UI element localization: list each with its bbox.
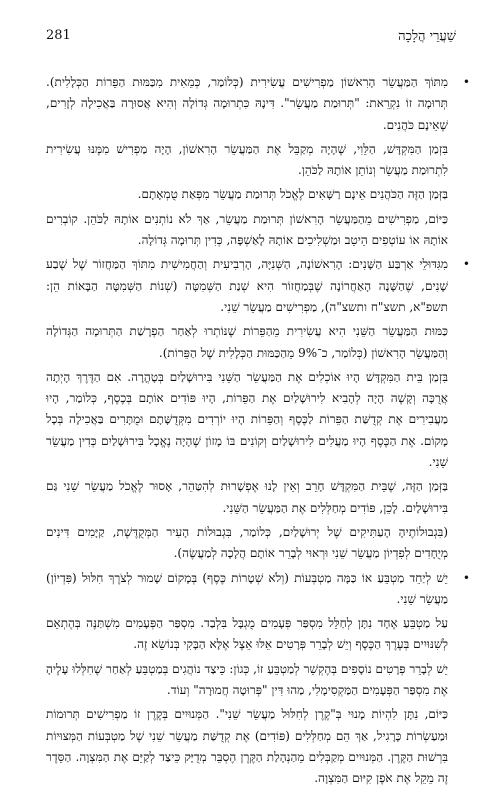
paragraph-text: מִגִּדּוּלֵי אַרְבַּע הַשָּׁנִים: הָרִאשׁוֹנָה, הַשְּׁנִיָּה, הָרְבִיעִית וְהַחֲמִישִׁית מִתּוֹךְ הַמַּחֲזוֹר שֶׁל שֶׁבַע שָׁנִים, שֶׁהַשָּׁנָה הָאַחֲרוֹנָה שֶׁבְּמַחֲזוֹר הִיא שְׁנַת הַשְּׁמִטָּה (שְׁנוֹת הַשְּׁמִטָּה הַבָּאוֹת הֵן: תשפ"א, תשצ"ח ותשצ"ה), מַפְרִישִׁים מַעֲשֵׂר שֵׁנִי. <box>46 257 448 314</box>
page-header <box>46 28 456 48</box>
paragraph-text: בַּזְּמַן הַזֶּה, שֶׁבֵּית הַמִּקְדָּשׁ חָרֵב וְאֵין לָנוּ אֶפְשָׁרוּת לְהִטַּהֵר, אָסוּר לֶאֱכֹל מַעֲשֵׂר שֵׁנִי גַּם בִּירוּשָׁלַיִם. לָכֵן, פּוֹדִים מְחַלְּלִים אֶת הַמַּעֲשֵׂר הַשֵּׁנִי. <box>46 479 448 515</box>
paragraph <box>46 704 448 789</box>
bullet-icon: • <box>462 257 470 272</box>
paragraph <box>46 72 470 136</box>
paragraph-text: יֵשׁ לְיַחֵד מַטְבֵּעַ אוֹ כַּמָּה מַטְבְּעוֹת (וְלֹא שְׁטָרוֹת כֶּסֶף) בְּמָקוֹם שָׁמוּר לְצֹרֶךְ חִלּוּל (פִּדְיוֹן) מַעֲשֵׂר שֵׁנִי. <box>46 570 448 606</box>
paragraph-text: עַל מַטְבֵּעַ אֶחָד נִתָּן לְחַלֵּל מִסְפַּר פְּעָמִים מֻגְבָּל בִּלְבַד. מִסְפַּר הַפְּעָמִים מִשְׁתַּנֶּה בְּהֶתְאֵם לְשִׁנּוּיִים בְּעֶרֶךְ הַכֶּסֶף וְיֵשׁ לְבָרֵר פְּרָטִים אֵלּוּ אֵצֶל אֶלָּא הַבָּקִי בְּנוֹשֵׂא זֶה. <box>46 616 448 652</box>
page-body <box>46 72 470 793</box>
page-number: 281 <box>46 28 71 43</box>
paragraph-text: כַּיּוֹם, מַפְרִישִׁים מֵהַמַּעֲשֵׂר הָרִאשׁוֹן תְּרוּמַת מַעֲשֵׂר, אַךְ לֹא נוֹתְנִים אוֹתָהּ לַכֹּהֵן. קוֹבְרִים אוֹתָהּ אוֹ עוֹטְפִים הֵיטֵב וּמַשְׁלִיכִים אוֹתָהּ לָאַשְׁפָּה, כְּדִין תְּרוּמָה גְּדוֹלָה. <box>46 211 448 248</box>
bullet-icon: • <box>462 570 470 585</box>
paragraph-text: בִּזְמַן הַמִּקְדָּשׁ, הַלֵּוִי, שֶׁהָיָה מְקַבֵּל אֶת הַמַּעֲשֵׂר הָרִאשׁוֹן, הָיָה מַפְרִישׁ מִמֶּנּוּ עֲשִׂירִית לִתְרוּמַת מַעֲשֵׂר וְנוֹתֵן אוֹתָהּ לַכֹּהֵן. <box>46 141 448 178</box>
paragraph-text: כַּיּוֹם, נִתָּן לִהְיוֹת מָנוּי בְּ"קֶרֶן לְחִלּוּל מַעֲשֵׂר שֵׁנִי". הַמְּנוּיִים בְּקֶרֶן זוֹ מַפְרִישִׁים תְּרוּמוֹת וּמַעַשְׂרוֹת כָּרָגִיל, אַךְ הֵם מְחַלְּלִים (פּוֹדִים) אֶת קְדֻשַּׁת מַעֲשֵׂר שֵׁנִי שֶׁל מַטְבְּעוֹת הַמְּצוּיוֹת בִּרְשׁוּת הַקֶּרֶן. הַמְּנוּיִים מְקַבְּלִים מֵהַנְהָלַת הַקֶּרֶן הֶסְבֵּר מְדֻיָּק כֵּיצַד לְקַיֵּם אֶת הַמִּצְוָה. הַסֵּדֶר זֶה מֵקֵל אֶת אֹפֶן קִיּוּם הַמִּצְוָה. <box>46 707 448 786</box>
paragraph-text: (בִּגְבוּלוֹתֶיהָ הָעַתִּיקִים שֶׁל יְרוּשָׁלַיִם, כְּלוֹמַר, בִּגְבוּלוֹת הָעִיר הַמְּקֻדֶּשֶׁת, קַיָּמִים דִּינִים מְיֻחָדִים לְפִדְיוֹן מַעֲשֵׂר שֵׁנִי וּרְאוּי לְבָרֵר אוֹתָם הֲלָכָה לְמַעֲשֶׂה). <box>46 524 448 561</box>
paragraph-text: בִּזְמַן בֵּית הַמִּקְדָּשׁ הָיוּ אוֹכְלִים אֶת הַמַּעֲשֵׂר הַשֵּׁנִי בִּירוּשָׁלַיִם בְּטָהֳרָה. אִם הַדֶּרֶךְ הָיְתָה אֲרֻכָּה וְקָשֶׁה הָיָה לְהָבִיא לִירוּשָׁלַיִם אֶת הַפֵּרוֹת, הָיוּ פּוֹדִים אוֹתָם בְּכֶסֶף, כְּלוֹמַר, הָיוּ מַעֲבִירִים אֶת קְדֻשַּׁת הַפֵּרוֹת לַכֶּסֶף וְהַפֵּרוֹת הָיוּ יוֹרְדִים מִקְּדֻשָּׁתָם וּמֻתָּרִים בַּאֲכִילָה בְּכָל מָקוֹם. אֶת הַכֶּסֶף הָיוּ מַעֲלִים לִירוּשָׁלַיִם וְקוֹנִים בּוֹ מָזוֹן שֶׁהָיָה נֶאֱכָל בִּירוּשָׁלַיִם כְּדִין מַעֲשֵׂר שֵׁנִי. <box>46 369 448 470</box>
paragraph <box>46 476 448 519</box>
paragraph <box>46 209 448 252</box>
paragraph-text: כַּמּוּת הַמַּעֲשֵׂר הַשֵּׁנִי הִיא עֲשִׂירִית מֵהַפֵּרוֹת שֶׁנּוֹתְרוּ לְאַחַר הַפְרָשַׁת הַתְּרוּמָה הַגְּדוֹלָה וְהַמַּעֲשֵׂר הָרִאשׁוֹן (כְּלוֹמַר, כ־9% מֵהַכַּמּוּת הַכְּלָלִית שֶׁל הַפֵּרוֹת). <box>46 324 448 360</box>
paragraph <box>46 613 448 656</box>
paragraph <box>46 254 470 318</box>
paragraph <box>46 522 448 565</box>
paragraph <box>46 568 470 611</box>
paragraph <box>46 321 448 364</box>
paragraph <box>46 367 448 473</box>
paragraph <box>46 659 448 702</box>
paragraph <box>46 184 448 205</box>
paragraph-text: יֵשׁ לְבָרֵר פְּרָטִים נוֹסָפִים בְּהֶקְשֵׁר לְמַטְבֵּעַ זוֹ, כְּגוֹן: כֵּיצַד נוֹהֲגִים בְּמַטְבֵּעַ לְאַחַר שֶׁחִלְּלוּ עָלֶיהָ אֶת מִסְפַּר הַפְּעָמִים הַמַּקְסִימָלִי, מַהוּ דִּין "פְּרוּטָה חֲמוּרָה" וְעוֹד. <box>46 661 448 698</box>
paragraph-text: מִתּוֹךְ הַמַּעֲשֵׂר הָרִאשׁוֹן מַפְרִישִׁים עֲשִׂירִית (כְּלוֹמַר, כְּמֵאִית מִכַּמּוּת הַפֵּרוֹת הַכְּלָלִית). תְּרוּמָה זוֹ נִקְרֵאת: "תְּרוּמַת מַעֲשֵׂר". דִּינָהּ כִּתְרוּמָה גְּדוֹלָה וְהִיא אֲסוּרָה בַּאֲכִילָה לְזָרִים, שֶׁאֵינָם כֹּהֲנִים. <box>46 75 448 132</box>
paragraph <box>46 139 448 182</box>
bullet-icon: • <box>462 75 470 89</box>
paragraph-text: בַּזְּמַן הַזֶּה הַכֹּהֲנִים אֵינָם רַשָּׁאִים לֶאֱכֹל תְּרוּמַת מַעֲשֵׂר מִפְּאַת טֻמְאָתָם. <box>137 187 448 202</box>
running-title: שַׁעֲרֵי הֲלָכָה <box>398 29 456 44</box>
